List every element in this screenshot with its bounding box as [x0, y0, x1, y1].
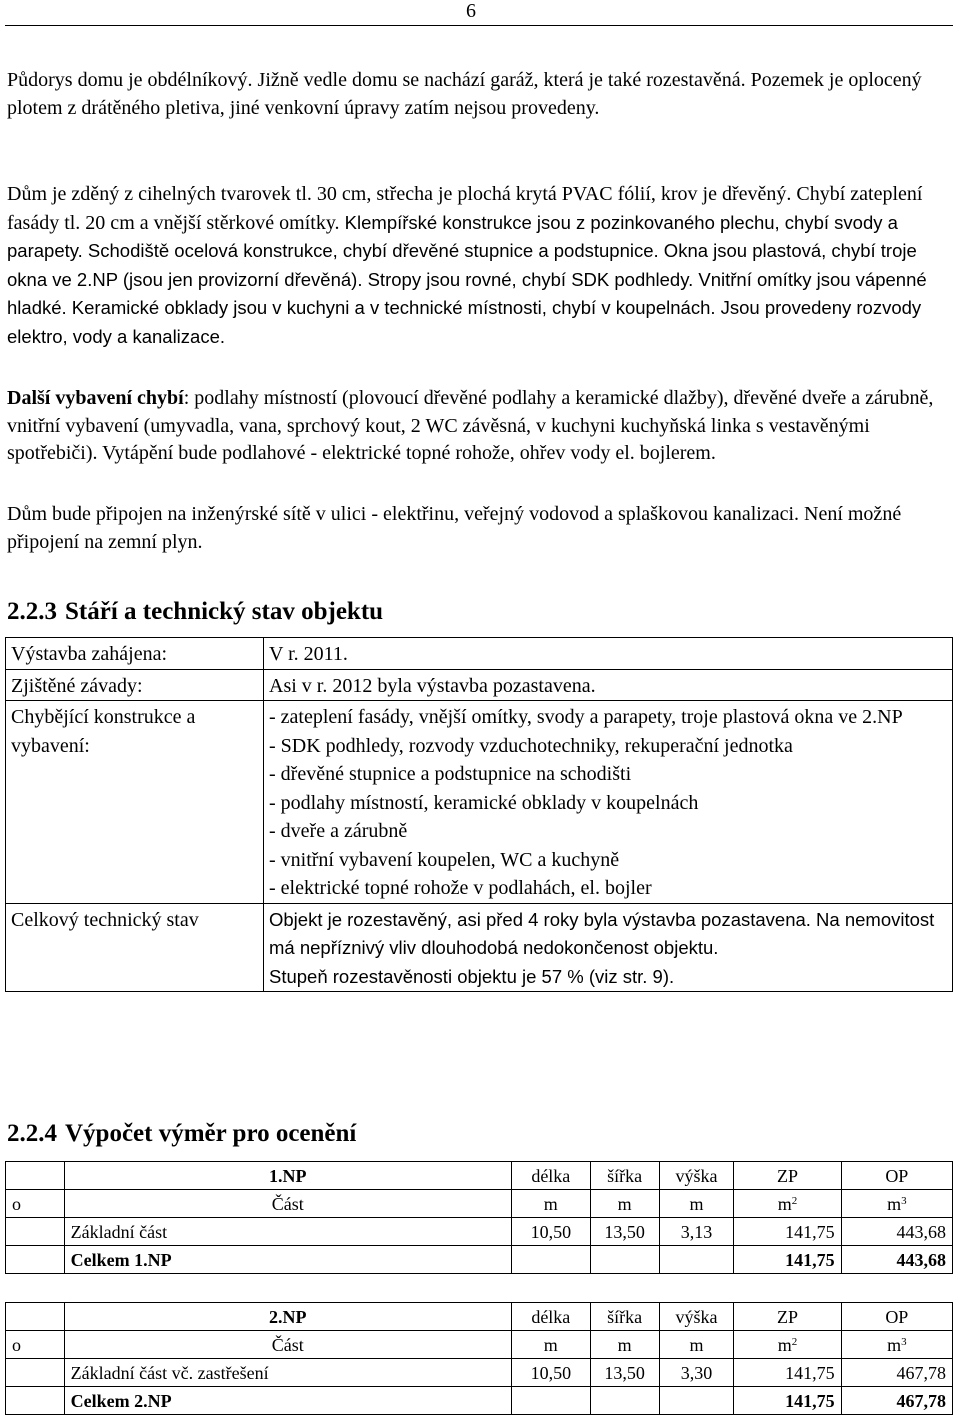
unit-cast: Část	[64, 1190, 511, 1218]
overall-state-label: Celkový technický stav	[6, 903, 264, 992]
list-item: - elektrické topné rohože v podlahách, el. bojler	[269, 877, 652, 899]
total-zp: 141,75	[734, 1246, 841, 1274]
section-number: 2.2.3	[7, 598, 57, 625]
paragraph-site: Půdorys domu je obdélníkový. Jižně vedle domu se nachází garáž, která je také rozestavěná. Pozemek je oplocený plotem z drátěného pletiva, jiné venkovní úpravy zatím nejsou provedeny.	[7, 69, 922, 119]
list-item: - vnitřní vybavení koupelen, WC a kuchyně	[269, 848, 620, 871]
value-vyska: 3,30	[659, 1359, 734, 1387]
list-item: - dveře a zárubně	[269, 820, 408, 842]
list-item: - zateplení fasády, vnější omítky, svody a parapety, troje plastová okna ve 2.NP	[269, 706, 903, 728]
part-name: Základní část vč. zastřešení	[64, 1359, 511, 1387]
list-item: - SDK podhledy, rozvody vzduchotechniky, rekuperační jednotka	[269, 734, 793, 757]
construction-start-label: Výstavba zahájena:	[6, 638, 264, 670]
defects-label: Zjištěné závady:	[6, 669, 264, 701]
paragraph-utilities: Dům bude připojen na inženýrské sítě v ulici - elektřinu, veřejný vodovod a splaškovou kanalizaci. Není možné připojení na zemní plyn.	[7, 503, 902, 553]
total-label: Celkem 1.NP	[64, 1246, 511, 1274]
section-heading-223	[7, 598, 383, 626]
table-row	[6, 1303, 953, 1331]
total-op: 467,78	[841, 1387, 952, 1415]
header-zp: ZP	[734, 1303, 841, 1331]
header-delka: délka	[511, 1162, 590, 1190]
overall-state-text: Objekt je rozestavěný, asi před 4 roky byla výstavba pozastavena. Na nemovitost má nepříznivý vliv dlouhodobá nedokončenost objektu.	[269, 908, 935, 958]
paragraph-equipment	[7, 385, 953, 468]
header-delka: délka	[511, 1303, 590, 1331]
section-title: Stáří a technický stav objektu	[65, 598, 384, 625]
list-item: - dřevěné stupnice a podstupnice na schodišti	[269, 763, 632, 785]
header-sirka: šířka	[590, 1303, 659, 1331]
paragraph-construction	[7, 181, 953, 351]
value-sirka: 13,50	[590, 1218, 659, 1246]
unit-m: m	[659, 1190, 734, 1218]
page-number: 6	[466, 0, 476, 22]
table-row	[6, 669, 953, 701]
area-table-2np	[5, 1302, 953, 1415]
unit-o: o	[6, 1331, 65, 1359]
value-op: 443,68	[841, 1218, 952, 1246]
table-row	[6, 903, 953, 992]
total-zp: 141,75	[734, 1387, 841, 1415]
header-op: OP	[841, 1303, 952, 1331]
section-heading-224	[7, 1120, 356, 1148]
unit-o: o	[6, 1190, 65, 1218]
header-vyska: výška	[659, 1303, 734, 1331]
technical-state-table	[5, 637, 953, 992]
header-zp: ZP	[734, 1162, 841, 1190]
table-row	[6, 1387, 953, 1415]
construction-text-serif: Dům je zděný z cihelných tvarovek tl. 30 cm, střecha je plochá krytá PVAC fólií, krov je dřevěný. Chybí zateplení fasády tl. 20 cm a vnější stěrkové omítky.	[7, 183, 923, 234]
value-zp: 141,75	[734, 1218, 841, 1246]
construction-text-sans: Klempířské konstrukce jsou z pozinkovaného plechu, chybí svody a parapety. Schodiště ocelová konstrukce, chybí dřevěné stupnice a podstupnice. Okna jsou plastová, chybí troje okna ve 2.NP (jsou jen provizorní dřevěná). Stropy jsou rovné, chybí SDK podhledy. Vnitřní omítky jsou vápenné hladké. Keramické obklady jsou v kuchyni a v technické místnosti, chybí v koupelnách. Jsou provedeny rozvody elektro, vody a kanalizace.	[7, 211, 927, 347]
value-op: 467,78	[841, 1359, 952, 1387]
header-vyska: výška	[659, 1162, 734, 1190]
unit-m: m	[511, 1190, 590, 1218]
defects-value: Asi v r. 2012 byla výstavba pozastavena.	[264, 669, 953, 701]
construction-start-value: V r. 2011.	[264, 638, 953, 670]
value-delka: 10,50	[511, 1359, 590, 1387]
value-zp: 141,75	[734, 1359, 841, 1387]
floor-title: 2.NP	[64, 1303, 511, 1331]
unit-m: m	[511, 1331, 590, 1359]
unit-m3: $m^3$	[841, 1190, 952, 1218]
header-sirka: šířka	[590, 1162, 659, 1190]
equipment-heading: Další vybavení chybí	[7, 387, 184, 409]
value-sirka: 13,50	[590, 1359, 659, 1387]
table-row	[6, 1246, 953, 1274]
unit-m2: $m^2$	[734, 1190, 841, 1218]
section-number: 2.2.4	[7, 1120, 57, 1147]
unit-cast: Část	[64, 1331, 511, 1359]
unit-m2: $m^2$	[734, 1331, 841, 1359]
table-row	[6, 1359, 953, 1387]
table-row	[6, 701, 953, 904]
equipment-text: : podlahy místností (plovoucí dřevěné podlahy a keramické dlažby), dřevěné dveře a zárubně, vnitřní vybavení (umyvadla, vana, sprchový kout, 2 WC závěsná, v kuchyni kuchyňská linka s vestavěnými spotřebiči). Vytápění bude podlahové - elektrické topné rohože, ohřev vody el. bojlerem.	[7, 387, 934, 464]
table-row	[6, 638, 953, 670]
total-label: Celkem 2.NP	[64, 1387, 511, 1415]
unit-m: m	[659, 1331, 734, 1359]
table-row	[6, 1218, 953, 1246]
unit-m3: $m^3$	[841, 1331, 952, 1359]
area-table-1np	[5, 1161, 953, 1274]
header-rule	[5, 25, 953, 26]
completion-degree-text: Stupeň rozestavěnosti objektu je 57 % (viz str. 9).	[269, 965, 675, 987]
table-row	[6, 1331, 953, 1359]
unit-m: m	[590, 1331, 659, 1359]
missing-items-list	[264, 701, 953, 904]
header-op: OP	[841, 1162, 952, 1190]
value-delka: 10,50	[511, 1218, 590, 1246]
table-row	[6, 1162, 953, 1190]
unit-m: m	[590, 1190, 659, 1218]
value-vyska: 3,13	[659, 1218, 734, 1246]
section-title: Výpočet výměr pro ocenění	[65, 1120, 357, 1147]
missing-items-label: Chybějící konstrukce a vybavení:	[6, 701, 264, 904]
total-op: 443,68	[841, 1246, 952, 1274]
table-row	[6, 1190, 953, 1218]
list-item: - podlahy místností, keramické obklady v koupelnách	[269, 791, 699, 814]
overall-state-value	[264, 903, 953, 992]
part-name: Základní část	[64, 1218, 511, 1246]
floor-title: 1.NP	[64, 1162, 511, 1190]
